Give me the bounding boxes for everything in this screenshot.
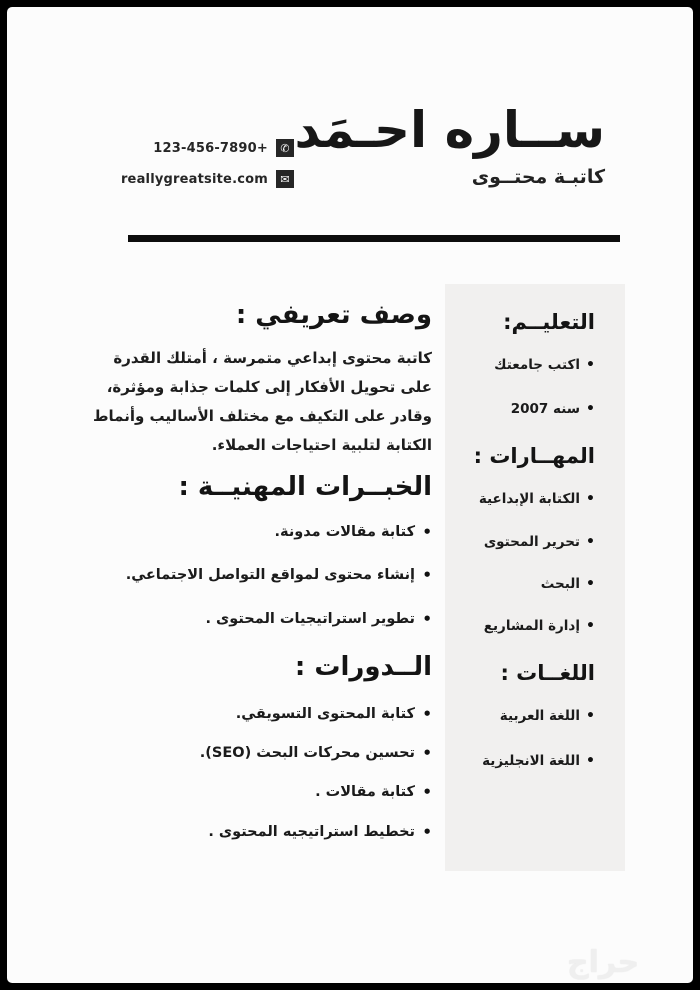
section-languages (455, 661, 595, 769)
skills-heading: المهــارات : (473, 444, 595, 469)
job-title: كاتبـة محتــوى (471, 166, 605, 188)
languages-list (455, 707, 595, 769)
list-item: • تحسين محركات البحث (SEO). (90, 743, 432, 763)
list-item: • كتابة المحتوى التسويقي. (90, 704, 432, 724)
section-experience (90, 472, 432, 629)
section-about (90, 300, 432, 460)
envelope-icon: ✉ (276, 170, 294, 188)
list-item: • تحرير المحتوى (455, 533, 595, 551)
contact-block (102, 139, 294, 188)
courses-heading: الــدورات : (294, 651, 432, 682)
list-item: • كتابة مقالات . (90, 782, 432, 802)
haraj-watermark: حراج (567, 945, 640, 980)
about-heading: وصف تعريفي : (235, 300, 432, 330)
contact-website-row (102, 170, 294, 188)
phone-icon: ✆ (276, 139, 294, 157)
person-name: ســاره احـمَد (294, 101, 605, 159)
section-courses (90, 652, 432, 842)
courses-list (90, 704, 432, 842)
header-divider (128, 235, 620, 242)
list-item: • البحث (455, 575, 595, 593)
education-heading: التعليــم: (503, 310, 595, 334)
section-skills (455, 444, 595, 635)
skills-list (455, 490, 595, 635)
phone-number: 123-456-7890+ (153, 140, 268, 156)
header-name-block (295, 103, 606, 188)
contact-phone-row (102, 139, 294, 157)
sidebar-panel (445, 284, 625, 871)
list-item: • الكتابة الإبداعية (455, 490, 595, 508)
list-item: • اللغة الانجليزية (455, 752, 595, 770)
resume-page (7, 7, 693, 983)
list-item: • اكتب جامعتك (455, 356, 595, 374)
experience-heading: الخبــرات المهنيــة : (178, 472, 432, 502)
languages-heading: اللغــات : (500, 661, 595, 686)
section-education (455, 310, 595, 418)
experience-list (90, 522, 432, 629)
list-item: • تطوير استراتيجيات المحتوى . (90, 609, 432, 629)
about-paragraph: كاتبة محتوى إبداعي متمرسة ، أمتلك القدرة على تحويل الأفكار إلى كلمات جذابة ومؤثرة، وقادر على التكيف مع مختلف الأساليب وأنماط الكتابة لتلبية احتياجات العملاء. (92, 349, 432, 454)
list-item: • كتابة مقالات مدونة. (90, 522, 432, 542)
list-item: • تخطيط استراتيجيه المحتوى . (90, 822, 432, 842)
list-item: • اللغة العربية (455, 707, 595, 725)
list-item: • سنه 2007 (455, 400, 595, 418)
list-item: • إنشاء محتوى لمواقع التواصل الاجتماعي. (90, 565, 432, 585)
education-list (455, 356, 595, 418)
list-item: • إدارة المشاريع (455, 617, 595, 635)
main-column (90, 300, 432, 861)
website-url: reallygreatsite.com (120, 171, 268, 187)
